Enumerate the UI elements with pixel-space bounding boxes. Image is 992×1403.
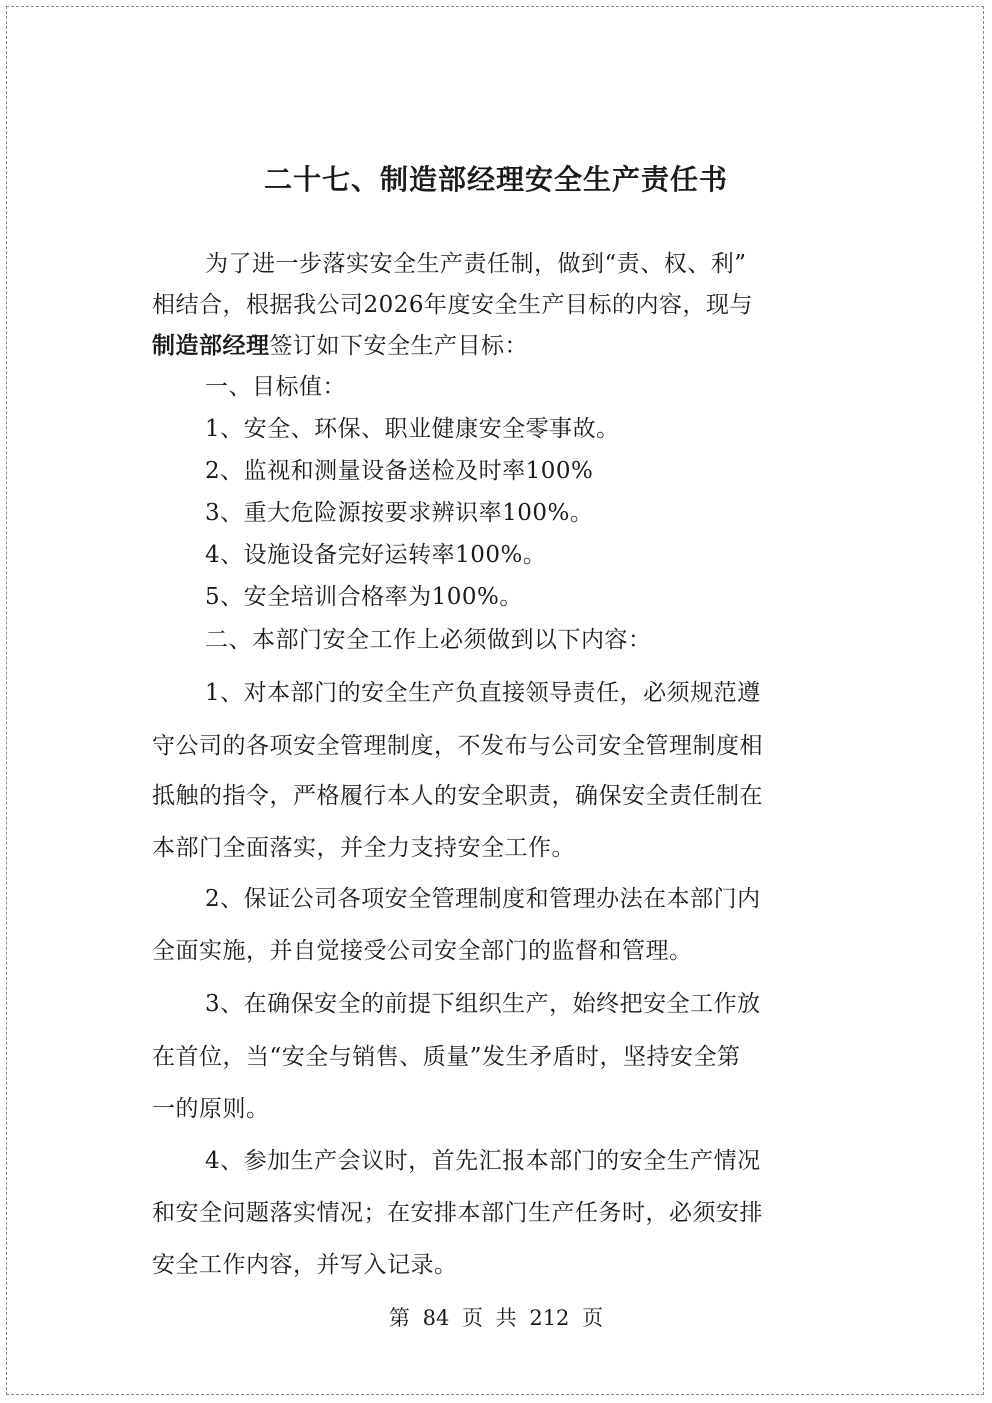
intro-line-3 xyxy=(152,330,528,362)
paragraph-line: 守公司的各项安全管理制度，不发布与公司安全管理制度相 xyxy=(152,733,763,759)
target-item: 3、重大危险源按要求辨识率100%。 xyxy=(205,500,594,526)
paragraph-line: 和安全问题落实情况；在安排本部门生产任务时，必须安排 xyxy=(152,1200,763,1226)
paragraph-line: 本部门全面落实，并全力支持安全工作。 xyxy=(152,835,575,861)
document-title: 二十七、制造部经理安全生产责任书 xyxy=(263,163,728,196)
target-item: 1、安全、环保、职业健康安全零事故。 xyxy=(205,416,620,442)
page-number: 第 84 页 共 212 页 xyxy=(388,1306,604,1330)
paragraph-line: 4、参加生产会议时，首先汇报本部门的安全生产情况 xyxy=(205,1148,761,1174)
target-item: 2、监视和测量设备送检及时率100% xyxy=(205,458,594,484)
paragraph-line: 1、对本部门的安全生产负直接领导责任，必须规范遵 xyxy=(205,680,761,706)
paragraph-line: 3、在确保安全的前提下组织生产，始终把安全工作放 xyxy=(205,991,761,1017)
intro-line-2: 相结合，根据我公司2026年度安全生产目标的内容，现与 xyxy=(152,292,754,318)
section-1-heading: 一、目标值： xyxy=(205,374,346,400)
paragraph-line: 抵触的指令，严格履行本人的安全职责，确保安全责任制在 xyxy=(152,783,763,809)
paragraph-line: 2、保证公司各项安全管理制度和管理办法在本部门内 xyxy=(205,886,761,912)
section-2-heading: 二、本部门安全工作上必须做到以下内容： xyxy=(205,627,652,653)
target-item: 4、设施设备完好运转率100%。 xyxy=(205,542,547,568)
target-item: 5、安全培训合格率为100%。 xyxy=(205,584,523,610)
paragraph-line: 一的原则。 xyxy=(152,1096,270,1122)
paragraph-line: 在首位，当“安全与销售、质量”发生矛盾时，坚持安全第 xyxy=(152,1044,741,1070)
department-name: 制造部经理 xyxy=(152,332,270,359)
intro-line-1: 为了进一步落实安全生产责任制，做到“责、权、利” xyxy=(205,251,747,277)
paragraph-line: 全面实施，并自觉接受公司安全部门的监督和管理。 xyxy=(152,938,693,964)
paragraph-line: 安全工作内容，并写入记录。 xyxy=(152,1252,458,1278)
intro-line-3-rest: 签订如下安全生产目标： xyxy=(269,333,528,359)
